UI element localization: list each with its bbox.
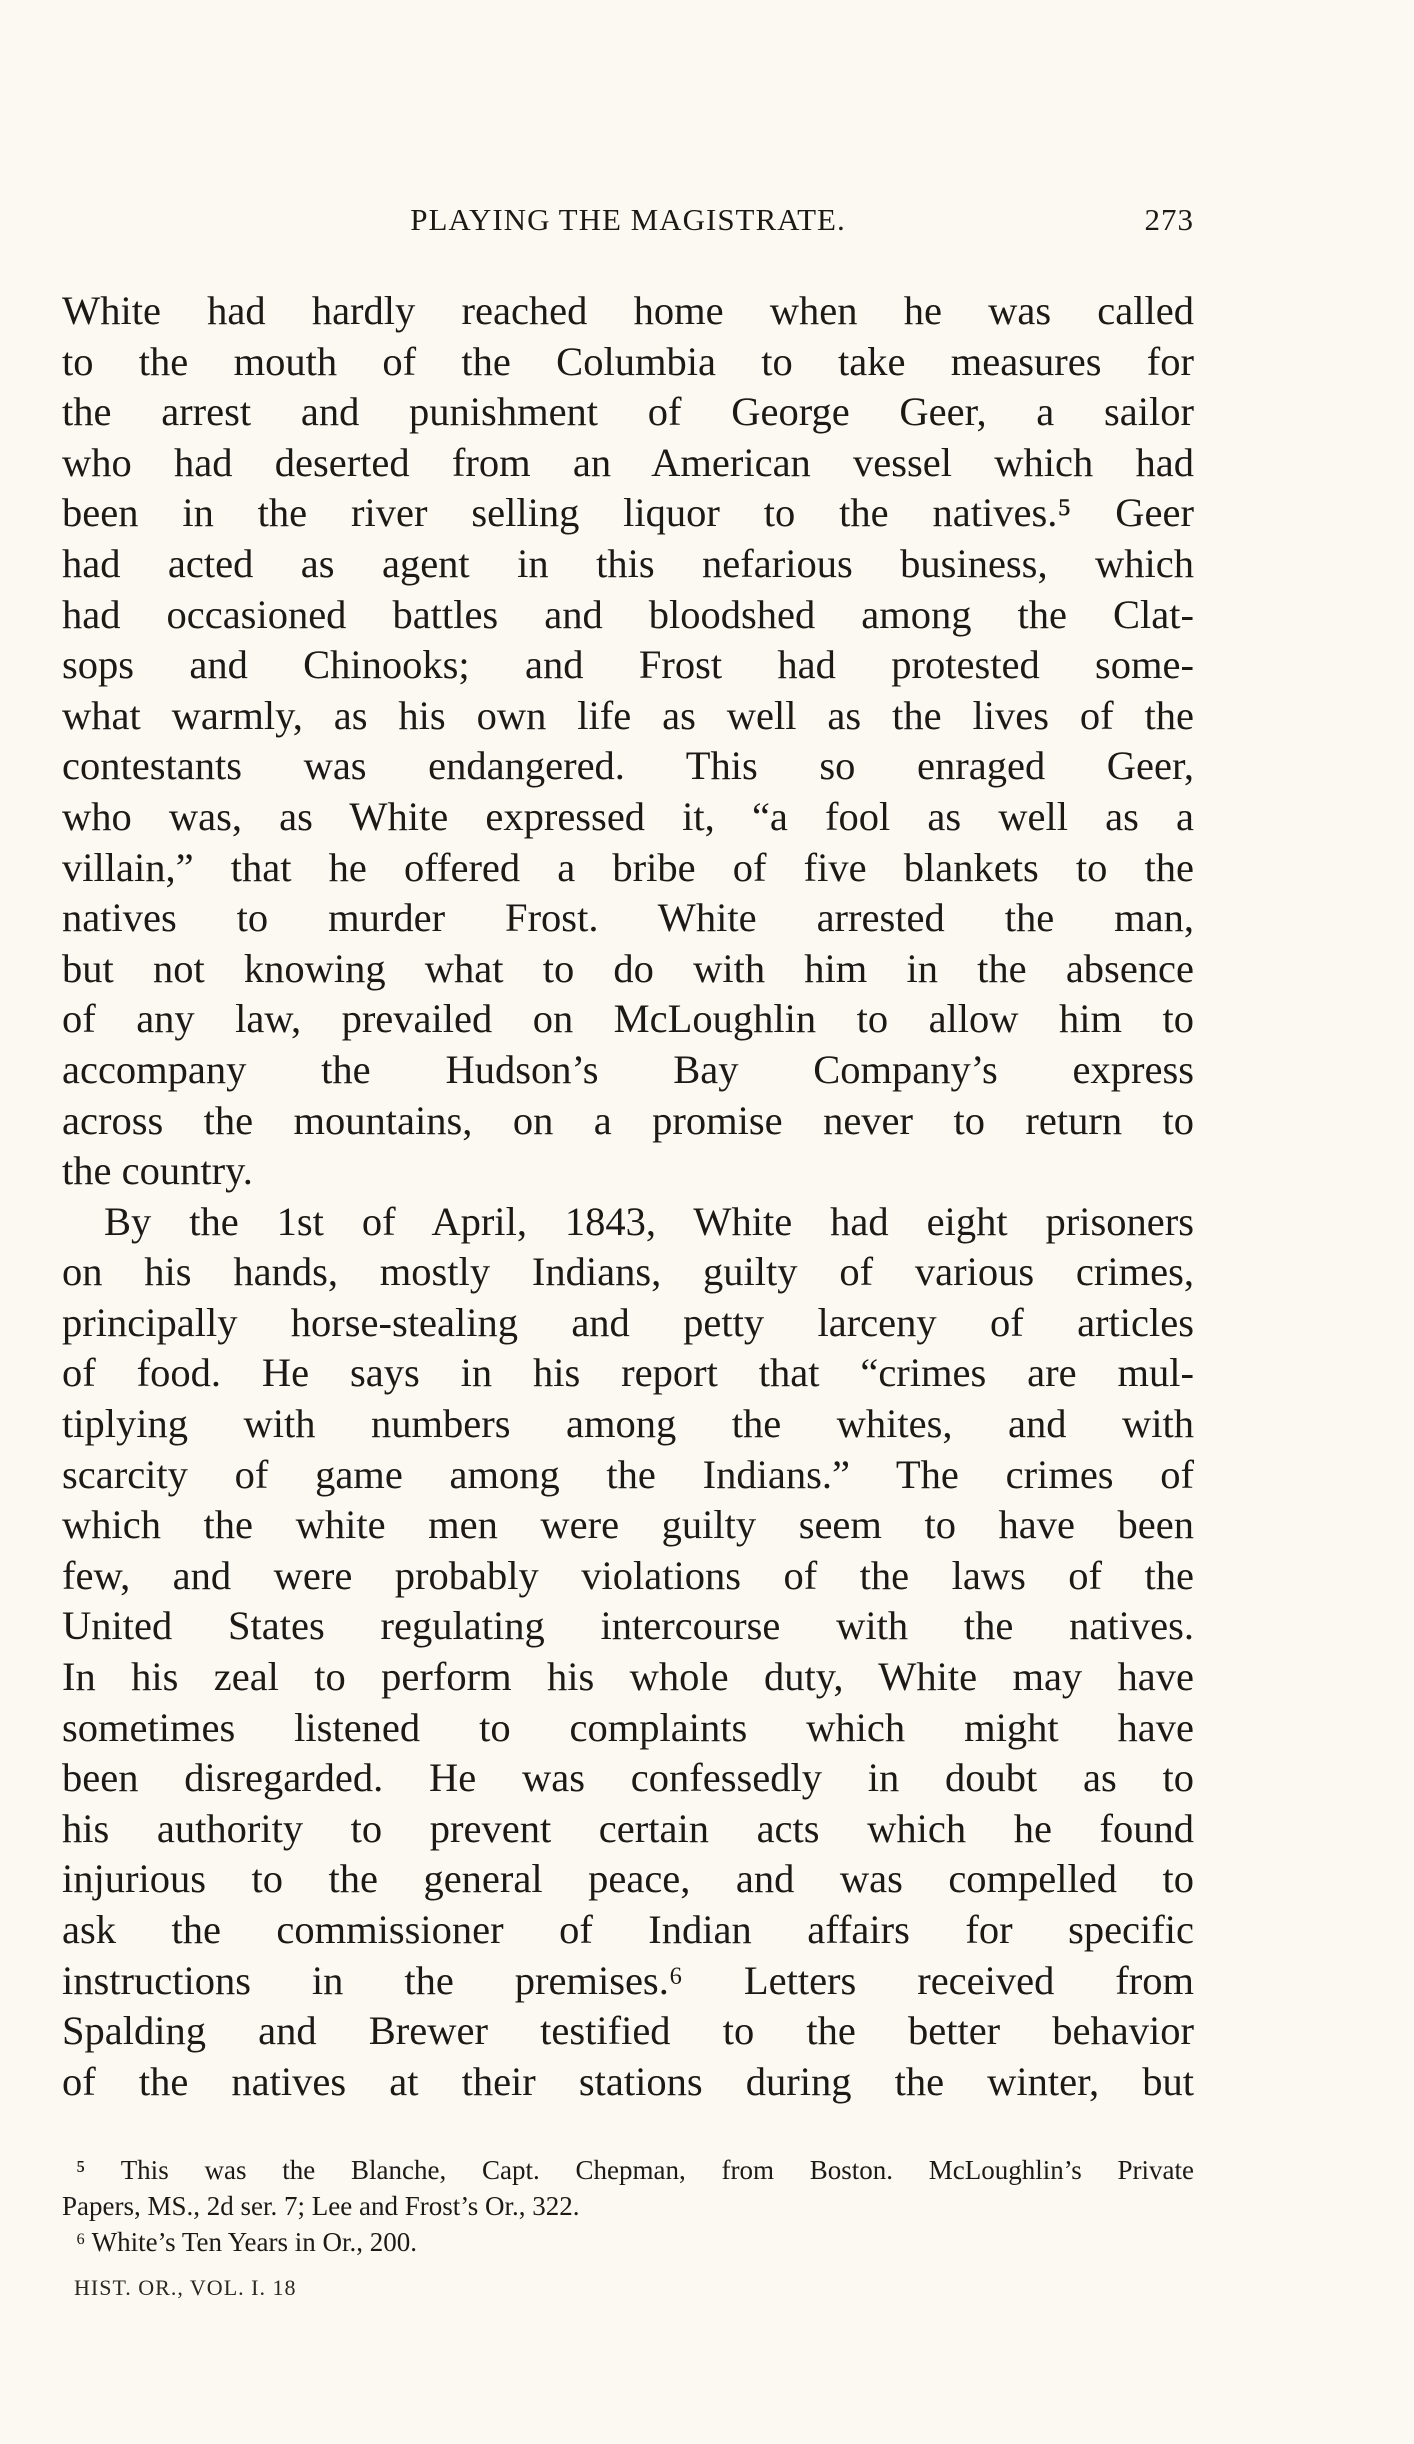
text-line: had acted as agent in this nefarious business, which [62,540,1194,586]
footnotes [62,2152,1194,2260]
text-line: been disregarded. He was confessedly in doubt as to [62,1755,1194,1801]
text-line: the country. [62,1148,253,1194]
text-line: few, and were probably violations of the laws of the [62,1552,1194,1598]
text-line: principally horse-stealing and petty larceny of articles [62,1299,1194,1345]
text-line: natives to murder Frost. White arrested the man, [62,895,1194,941]
text-line: which the white men were guilty seem to have been [62,1502,1194,1548]
text-line: scarcity of game among the Indians.” The crimes of [62,1451,1194,1497]
text-line: Spalding and Brewer testified to the better behavior [62,2008,1194,2054]
running-title: PLAYING THE MAGISTRATE. [410,202,846,237]
text-line: had occasioned battles and bloodshed among the Clat- [62,591,1194,637]
footnote-5-line-2: Papers, MS., 2d ser. 7; Lee and Frost’s Or., 322. [62,2191,580,2221]
footnote-6: ⁶ White’s Ten Years in Or., 200. [76,2227,418,2257]
text-line: sometimes listened to complaints which might have [62,1704,1194,1750]
text-line: By the 1st of April, 1843, White had eight prisoners [104,1198,1194,1244]
text-line: villain,” that he offered a bribe of five blankets to the [62,844,1194,890]
text-line: been in the river selling liquor to the natives.⁵ Geer [62,490,1194,536]
text-line: ask the commissioner of Indian affairs for specific [62,1907,1194,1952]
text-line: of the natives at their stations during the winter, but [62,2058,1194,2104]
text-line: to the mouth of the Columbia to take measures for [62,338,1194,384]
text-line: contestants was endangered. This so enraged Geer, [62,743,1194,789]
text-line: his authority to prevent certain acts which he found [62,1805,1194,1851]
text-line: instructions in the premises.⁶ Letters received from [62,1957,1194,2003]
text-line: who was, as White expressed it, “a fool as well as a [62,793,1194,839]
text-line: of food. He says in his report that “crimes are mul- [62,1350,1194,1396]
text-line: the arrest and punishment of George Geer, a sailor [62,389,1194,435]
text-line: but not knowing what to do with him in the absence [62,945,1194,991]
text-line: In his zeal to perform his whole duty, White may have [62,1654,1194,1700]
text-line: White had hardly reached home when he was called [62,288,1194,333]
text-line: of any law, prevailed on McLoughlin to allow him to [62,996,1194,1042]
text-line: injurious to the general peace, and was compelled to [62,1856,1194,1902]
text-line: tiplying with numbers among the whites, and with [62,1401,1194,1447]
signature-mark: HIST. OR., VOL. I. 18 [74,2275,297,2300]
text-line: United States regulating intercourse with the natives. [62,1603,1194,1649]
page-number: 273 [1144,202,1194,237]
text-line: accompany the Hudson’s Bay Company’s express [62,1046,1194,1092]
body-text [62,286,1194,2107]
footnote-5-line-1: ⁵ This was the Blanche, Capt. Chepman, from Boston. McLoughlin’s Private [76,2155,1194,2185]
text-line: what warmly, as his own life as well as the lives of the [62,692,1194,738]
running-head [62,202,1194,242]
text-line: sops and Chinooks; and Frost had protested some- [62,642,1194,688]
text-line: across the mountains, on a promise never to return to [62,1097,1194,1143]
text-line: on his hands, mostly Indians, guilty of various crimes, [62,1249,1194,1295]
text-line: who had deserted from an American vessel which had [62,439,1194,485]
